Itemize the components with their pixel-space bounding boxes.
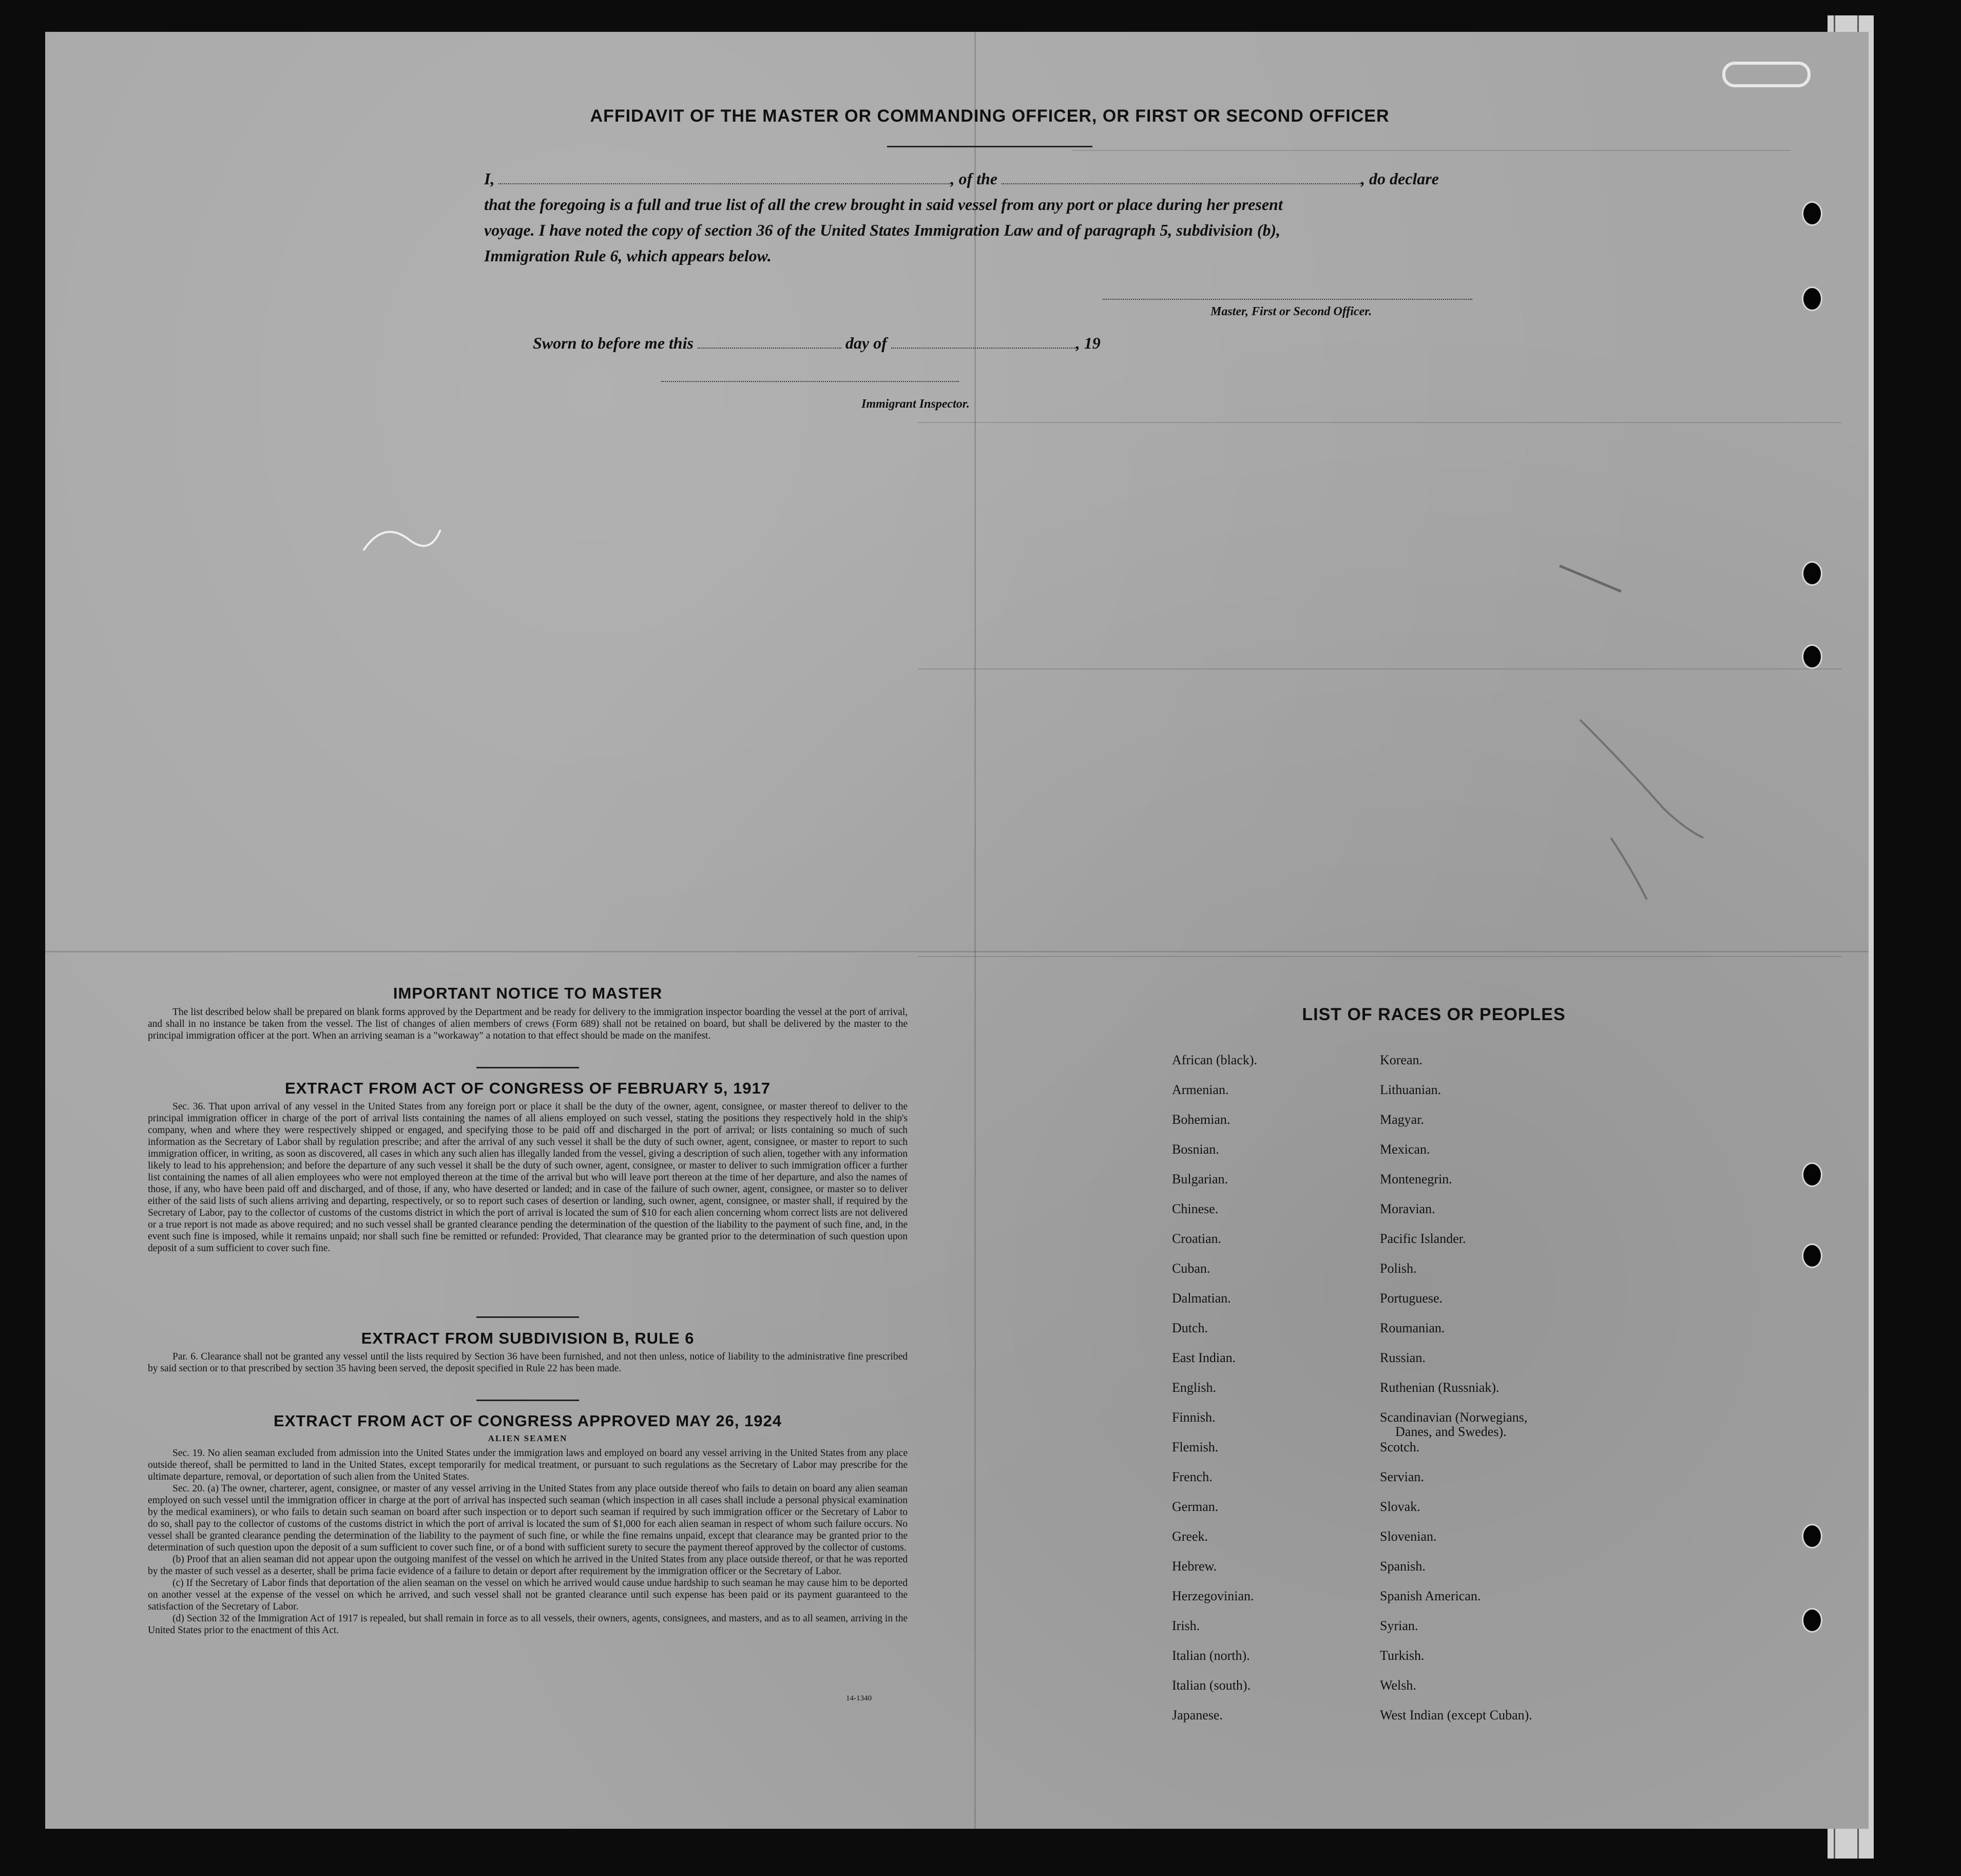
- race-item: Italian (south).: [1172, 1678, 1251, 1693]
- race-item: Roumanian.: [1380, 1320, 1445, 1335]
- race-item: Italian (north).: [1172, 1648, 1250, 1663]
- notice-text: The list described below shall be prepared on blank forms approved by the Department and be ready for delivery to the immigration inspector boarding the vessel at the port of arrival, and shall in no instance be taken from the vessel. The list of changes of alien members of crews (Form 689) shall not be retained on board, but shall be delivered by the master to the principal immigration officer at the port. When an arriving seaman is a "workaway" a notation to that effect should be made on the manifest.: [148, 1007, 908, 1041]
- race-item: African (black).: [1172, 1052, 1258, 1067]
- race-item: Spanish American.: [1380, 1588, 1481, 1603]
- punch-hole: [1802, 1608, 1822, 1633]
- race-item: Moravian.: [1380, 1201, 1435, 1216]
- title-rule: [887, 146, 1092, 147]
- race-item: Chinese.: [1172, 1201, 1219, 1216]
- race-item: Slovak.: [1380, 1499, 1420, 1514]
- race-item: Montenegrin.: [1380, 1172, 1452, 1186]
- race-item: Irish.: [1172, 1618, 1200, 1633]
- race-item: Danes, and Swedes).: [1395, 1424, 1507, 1439]
- race-item: Hebrew.: [1172, 1559, 1217, 1574]
- race-item: Russian.: [1380, 1350, 1426, 1365]
- race-item: East Indian.: [1172, 1350, 1236, 1365]
- punch-hole: [1802, 201, 1822, 226]
- officer-name-field[interactable]: [498, 170, 950, 184]
- extract-1924-subtitle: ALIEN SEAMEN: [488, 1433, 568, 1443]
- extract-1924-title: EXTRACT FROM ACT OF CONGRESS APPROVED MAY 26, 1924: [274, 1412, 782, 1430]
- race-item: Magyar.: [1380, 1112, 1424, 1127]
- affidavit-title: AFFIDAVIT OF THE MASTER OR COMMANDING OFFICER, OR FIRST OR SECOND OFFICER: [590, 106, 1390, 126]
- race-item: Portuguese.: [1380, 1291, 1443, 1306]
- form-number: 14-1340: [846, 1694, 872, 1702]
- extract-1917-title: EXTRACT FROM ACT OF CONGRESS OF FEBRUARY 5, 1917: [285, 1079, 771, 1097]
- race-item: Slovenian.: [1380, 1529, 1437, 1544]
- sworn-line: Sworn to before me this day of , 19: [533, 334, 1101, 352]
- race-item: Armenian.: [1172, 1082, 1229, 1097]
- race-item: Polish.: [1380, 1261, 1417, 1276]
- race-item: Pacific Islander.: [1380, 1231, 1466, 1246]
- race-item: German.: [1172, 1499, 1219, 1514]
- race-item: Bosnian.: [1172, 1142, 1219, 1157]
- master-signature-field[interactable]: [1103, 299, 1472, 300]
- punch-hole: [1802, 1524, 1822, 1548]
- affidavit-declaration-line: I, , of the , do declare: [484, 169, 1439, 188]
- race-item: Bohemian.: [1172, 1112, 1231, 1127]
- affidavit-line-2: that the foregoing is a full and true list of all the crew brought in said vessel from any port or place during her present: [484, 195, 1283, 214]
- race-item: Lithuanian.: [1380, 1082, 1441, 1097]
- race-item: Dalmatian.: [1172, 1291, 1231, 1306]
- punch-hole: [1802, 1162, 1822, 1187]
- extract-1924-text: Sec. 19. No alien seaman excluded from admission into the United States under the immigration laws and employed on board any vessel arriving in the United States from any place outside thereof, shall be permitted to land in the United States, except temporarily for medical treatment, or pursuant to such regulations as the Secretary of Labor may prescribe for the ultimate departure, removal, or deportation of such alien from the United States. Sec. 20. (a) The owner, charterer, agent, consignee, or master of any vessel arriving in the United States from any place outside thereof who fails to detain on board any alien seaman employed on such vessel until the immigration officer in charge at the port of arrival has inspected such seaman (which inspection in all cases shall include a personal physical examination by the medical examiners), or who fails to detain such seaman on board after such inspection or to deport such seaman if required by such immigration officer or the Secretary of Labor to do so, shall pay to the collector of customs of the customs district in which the port of arrival is located the sum of $1,000 for each alien seaman in respect of whom such failure occurs. No vessel shall be granted clearance pending the determination of the liability to the payment of such fine, or while the fine remains unpaid, except that clearance may be granted prior to the determination of such question upon the deposit of a sum sufficient to cover such fine, or of a bond with sufficient surety to secure the payment thereof approved by the collector of customs. (b) Proof that an alien seaman did not appear upon the outgoing manifest of the vessel on which he arrived in the United States from any place outside thereof, or that he was reported by the master of such vessel as a deserter, shall be prima facie evidence of a failure to detain or deport after requirement by the immigration officer or the Secretary of Labor. (c) If the Secretary of Labor finds that deportation of the alien seaman on the vessel on which he arrived would cause undue hardship to such seaman he may cause him to be deported on another vessel at the expense of the vessel on which he arrived, and such vessel shall not be granted clearance until such expense has been paid or its payment guaranteed to the satisfaction of the Secretary of Labor. (d) Section 32 of the Immigration Act of 1917 is repealed, but shall remain in force as to all vessels, their owners, agents, consignees, and masters, and as to all seamen, arriving in the United States prior to the enactment of this Act.: [148, 1448, 908, 1636]
- extract-rule6-title: EXTRACT FROM SUBDIVISION B, RULE 6: [361, 1329, 695, 1347]
- pencil-scribble: [353, 509, 456, 581]
- race-item: Scotch.: [1380, 1440, 1420, 1454]
- punch-hole: [1802, 644, 1822, 669]
- race-item: Ruthenian (Russniak).: [1380, 1380, 1499, 1395]
- sworn-day-field[interactable]: [698, 334, 841, 349]
- race-item: Servian.: [1380, 1469, 1424, 1484]
- race-item: Cuban.: [1172, 1261, 1210, 1276]
- race-item: Bulgarian.: [1172, 1172, 1228, 1186]
- affidavit-line-4: Immigration Rule 6, which appears below.: [484, 246, 772, 265]
- race-item: Syrian.: [1380, 1618, 1418, 1633]
- sworn-month-field[interactable]: [891, 334, 1076, 349]
- extract-rule6-text: Par. 6. Clearance shall not be granted any vessel until the lists required by Section 36 have been furnished, and not then unless, notice of liability to the administrative fine prescribed by said section or to that prescribed by section 35 having been served, the deposit specified in Rule 22 has been made.: [148, 1351, 908, 1374]
- paper-clip: [1722, 62, 1811, 87]
- race-item: Finnish.: [1172, 1410, 1216, 1425]
- race-item: Japanese.: [1172, 1708, 1223, 1722]
- pencil-tick-marks: [1549, 550, 1734, 910]
- inspector-signature-field[interactable]: [661, 381, 959, 382]
- race-item: Herzegovinian.: [1172, 1588, 1254, 1603]
- race-item: Mexican.: [1380, 1142, 1430, 1157]
- fold-crease-vertical: [974, 32, 976, 1829]
- race-item: Turkish.: [1380, 1648, 1425, 1663]
- race-item: Spanish.: [1380, 1559, 1426, 1574]
- race-item: West Indian (except Cuban).: [1380, 1708, 1532, 1722]
- punch-hole: [1802, 561, 1822, 586]
- race-item: English.: [1172, 1380, 1216, 1395]
- race-item: Flemish.: [1172, 1440, 1219, 1454]
- race-item: Dutch.: [1172, 1320, 1208, 1335]
- notice-title: IMPORTANT NOTICE TO MASTER: [393, 984, 663, 1002]
- race-item: French.: [1172, 1469, 1213, 1484]
- race-item: Scandinavian (Norwegians,: [1380, 1410, 1528, 1425]
- races-title: LIST OF RACES OR PEOPLES: [1302, 1005, 1566, 1024]
- manifest-page: [45, 32, 1869, 1829]
- vessel-name-field[interactable]: [1002, 170, 1361, 184]
- race-item: Greek.: [1172, 1529, 1208, 1544]
- master-signature-label: Master, First or Second Officer.: [1210, 305, 1372, 318]
- inspector-label: Immigrant Inspector.: [861, 397, 970, 411]
- race-item: Croatian.: [1172, 1231, 1222, 1246]
- extract-1917-text: Sec. 36. That upon arrival of any vessel in the United States from any foreign port or place it shall be the duty of the owner, agent, consignee, or master thereof to deliver to the principal immigration officer in charge of the port of arrival lists containing the names of all aliens employed on such vessel, stating the positions they respectively hold in the ship's company, when and where they were respectively shipped or engaged, and specifying those to be paid off and discharged in the port of arrival; or lists containing so much of such information as the Secretary of Labor shall by regulation prescribe; and after the arrival of any such vessel it shall be the duty of such owner, agent, consignee, or master to report to such immigration officer, in writing, as soon as discovered, all cases in which any such alien has illegally landed from the vessel, giving a description of such alien, together with any information likely to lead to his apprehension; and before the departure of any such vessel it shall be the duty of such owner, agent, consignee, or master to deliver to such immigration officer a further list containing the names of all alien employees who were not employed thereon at the time of the arrival but who will leave port thereon at the time of her departure, and also the names of those, if any, who have been paid off and discharged, and of those, if any, who have deserted or landed; and in case of the failure of such owner, agent, consignee, or master so to deliver either of the said lists of such aliens arriving and departing, respectively, or so to report such cases of desertion or landing, such owner, agent, consignee, or master shall, if required by the Secretary of Labor, pay to the collector of customs of the customs district in which the port of arrival is located the sum of $10 for each alien concerning whom correct lists are not delivered or a true report is not made as above required; and no such vessel shall be granted clearance pending the determination of the question of the liability to the payment of such fine, and, in the event such fine is imposed, while it remains unpaid; nor shall such fine be remitted or refunded: Provided, That clearance may be granted prior to the determination of such question upon deposit of a sum sufficient to cover such fine.: [148, 1101, 908, 1254]
- fold-crease-horizontal: [45, 951, 1869, 952]
- race-item: Korean.: [1380, 1052, 1423, 1067]
- punch-hole: [1802, 286, 1822, 311]
- affidavit-line-3: voyage. I have noted the copy of section 36 of the United States Immigration Law and of paragraph 5, subdivision (b),: [484, 221, 1281, 239]
- punch-hole: [1802, 1243, 1822, 1268]
- race-item: Welsh.: [1380, 1678, 1416, 1693]
